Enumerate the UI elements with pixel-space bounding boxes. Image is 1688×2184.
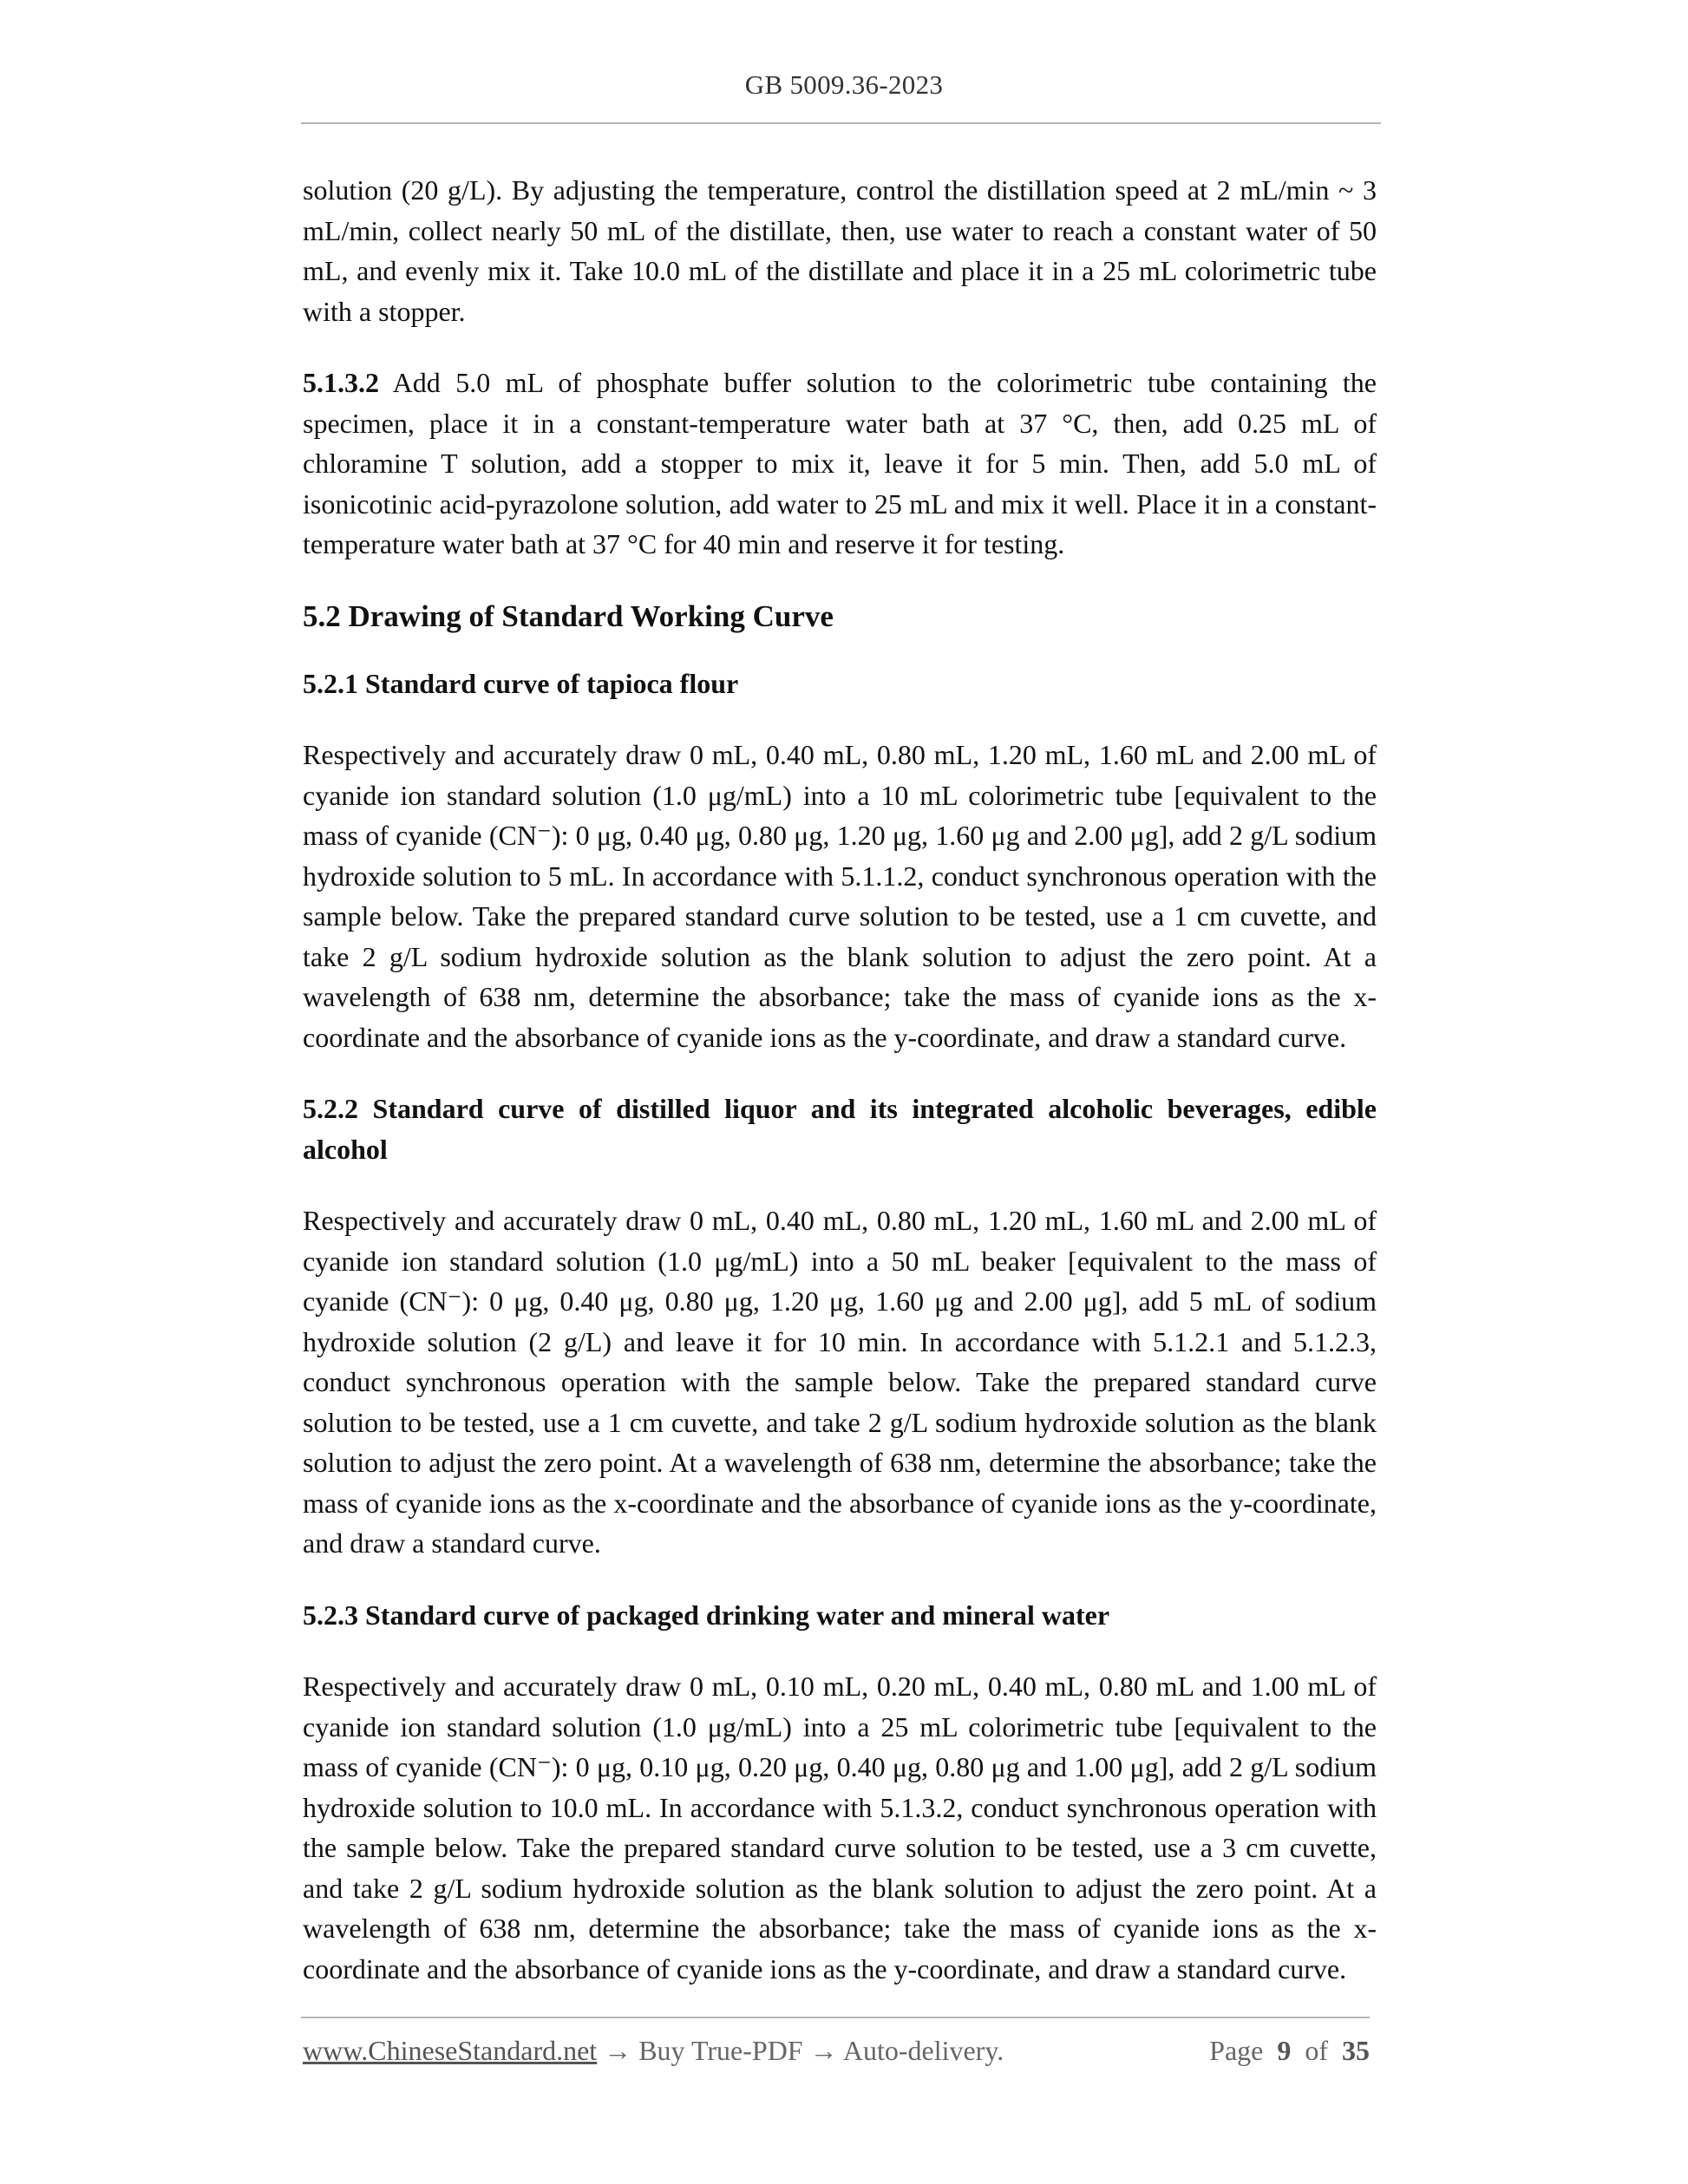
heading-5-2-3: 5.2.3 Standard curve of packaged drinking water and mineral water	[303, 1599, 1110, 1631]
heading-5-2-1: 5.2.1 Standard curve of tapioca flour	[303, 667, 739, 699]
page-of-label: of	[1305, 2035, 1328, 2066]
footer-divider	[301, 2017, 1370, 2018]
page-total: 35	[1342, 2035, 1370, 2066]
paragraph-intro: solution (20 g/L). By adjusting the temperature, control the distillation speed at 2 mL/min ~ 3 mL/min, collect nearly 50 mL of the distillate, then, use water to reach a constant water of 50 mL, and evenly mix it. Take 10.0 mL of the distillate and place it in a 25 mL colorimetric tube with a stopper.	[303, 174, 1377, 327]
document-body	[303, 170, 1377, 2020]
heading-5-2-2: 5.2.2 Standard curve of distilled liquor and its integrated alcoholic beverages, edible alcohol	[303, 1093, 1377, 1165]
header-divider	[301, 122, 1381, 124]
paragraph-5-2-1: Respectively and accurately draw 0 mL, 0.40 mL, 0.80 mL, 1.20 mL, 1.60 mL and 2.00 mL of cyanide ion standard solution (1.0 μg/mL) into a 10 mL colorimetric tube [equivalent to the mass of cyanide (CN⁻): 0 μg, 0.40 μg, 0.80 μg, 1.20 μg, 1.60 μg and 2.00 μg], add 2 g/L sodium hydroxide solution to 5 mL. In accordance with 5.1.1.2, conduct synchronous operation with the sample below. Take the prepared standard curve solution to be tested, use a 1 cm cuvette, and take 2 g/L sodium hydroxide solution as the blank solution to adjust the zero point. At a wavelength of 638 nm, determine the absorbance; take the mass of cyanide ions as the x-coordinate and the absorbance of cyanide ions as the y-coordinate, and draw a standard curve.	[303, 739, 1377, 1053]
page-indicator	[1209, 2035, 1370, 2067]
footer-promo	[303, 2035, 1004, 2067]
clause-text-5-1-3-2: Add 5.0 mL of phosphate buffer solution to the colorimetric tube containing the specimen, place it in a constant-temperature water bath at 37 °C, then, add 0.25 mL of chloramine T solution, add a stopper to mix it, leave it for 5 min. Then, add 5.0 mL of isonicotinic acid-pyrazolone solution, add water to 25 mL and mix it well. Place it in a constant-temperature water bath at 37 °C for 40 min and reserve it for testing.	[303, 367, 1377, 559]
paragraph-5-2-2: Respectively and accurately draw 0 mL, 0.40 mL, 0.80 mL, 1.20 mL, 1.60 mL and 2.00 mL of cyanide ion standard solution (1.0 μg/mL) into a 50 mL beaker [equivalent to the mass of cyanide (CN⁻): 0 μg, 0.40 μg, 0.80 μg, 1.20 μg, 1.60 μg and 2.00 μg], add 5 mL of sodium hydroxide solution (2 g/L) and leave it for 10 min. In accordance with 5.1.2.1 and 5.1.2.3, conduct synchronous operation with the sample below. Take the prepared standard curve solution to be tested, use a 1 cm cuvette, and take 2 g/L sodium hydroxide solution as the blank solution to adjust the zero point. At a wavelength of 638 nm, determine the absorbance; take the mass of cyanide ions as the x-coordinate and the absorbance of cyanide ions as the y-coordinate, and draw a standard curve.	[303, 1205, 1377, 1559]
paragraph-5-2-3: Respectively and accurately draw 0 mL, 0.10 mL, 0.20 mL, 0.40 mL, 0.80 mL and 1.00 mL of cyanide ion standard solution (1.0 μg/mL) into a 25 mL colorimetric tube [equivalent to the mass of cyanide (CN⁻): 0 μg, 0.10 μg, 0.20 μg, 0.40 μg, 0.80 μg and 1.00 μg], add 2 g/L sodium hydroxide solution to 10.0 mL. In accordance with 5.1.3.2, conduct synchronous operation with the sample below. Take the prepared standard curve solution to be tested, use a 3 cm cuvette, and take 2 g/L sodium hydroxide solution as the blank solution to adjust the zero point. At a wavelength of 638 nm, determine the absorbance; take the mass of cyanide ions as the x-coordinate and the absorbance of cyanide ions as the y-coordinate, and draw a standard curve.	[303, 1671, 1377, 1985]
website-link[interactable]: www.ChineseStandard.net	[303, 2035, 598, 2066]
page-label: Page	[1209, 2035, 1264, 2066]
page-number: 9	[1277, 2035, 1292, 2066]
heading-5-2: 5.2 Drawing of Standard Working Curve	[303, 598, 834, 633]
paragraph-5-1-3-2	[303, 363, 1377, 565]
document-header-title: GB 5009.36-2023	[744, 69, 944, 100]
footer-promo-text: → Buy True-PDF → Auto-delivery.	[597, 2035, 1004, 2066]
clause-number-5-1-3-2: 5.1.3.2	[303, 367, 379, 398]
